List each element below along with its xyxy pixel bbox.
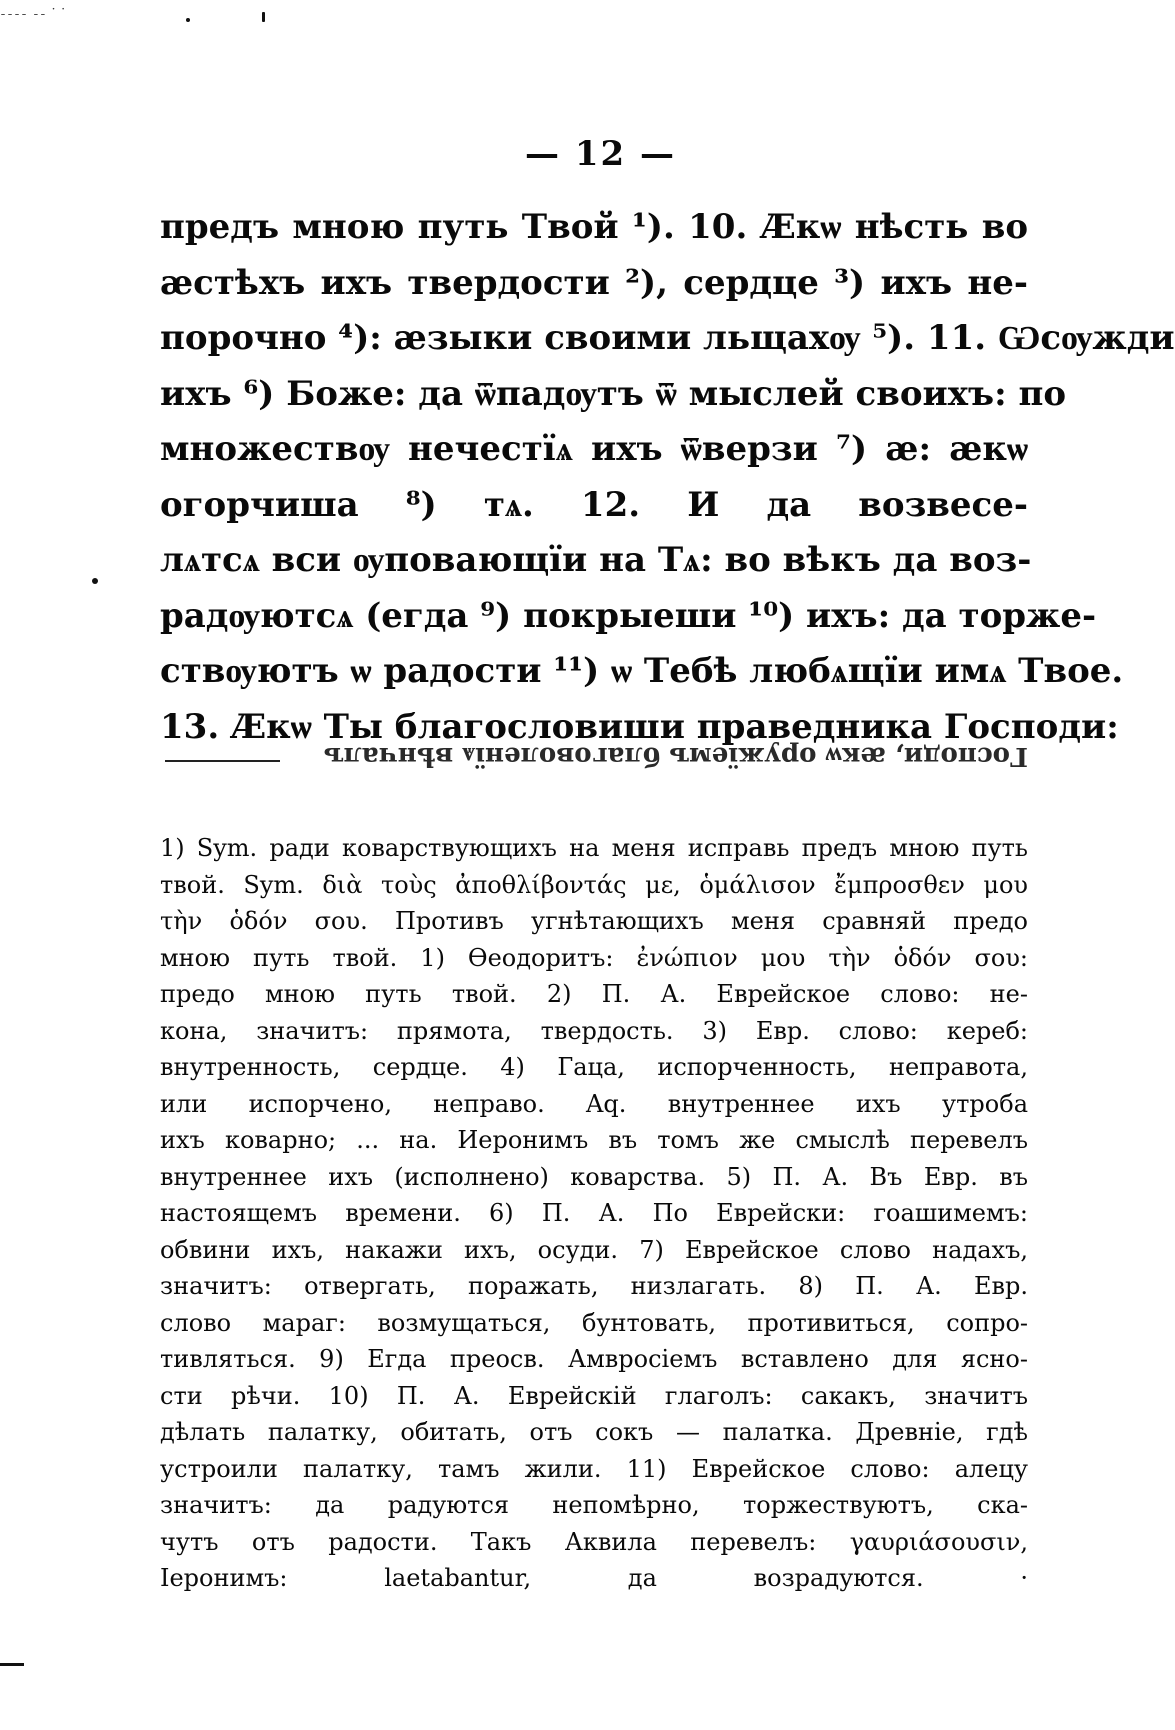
psalm-line: предъ мною путь Твой ¹). 10. Ӕкѡ нѣсть во bbox=[160, 207, 1028, 247]
footnote-line: мною путь твой. 1) Ѳеодоритъ: ἐνώπιον μου τὴν ὁδόν σου: bbox=[160, 943, 1028, 972]
psalm-line: ӕстѣхъ ихъ твердости ²), сердце ³) ихъ не- bbox=[160, 262, 1028, 303]
ink-speck bbox=[186, 18, 190, 22]
page-number: — 12 — bbox=[525, 134, 676, 174]
psalm-line: ихъ ⁶) Боже: да ѿпадѹтъ ѿ мыслей своихъ: по bbox=[160, 373, 1067, 414]
footnote-line: τὴν ὁδόν σου. Противъ угнѣтающихъ меня сравняй предо bbox=[160, 907, 1028, 935]
footnote-line: чутъ отъ радости. Такъ Аквила перевелъ: γαυριάσουσιν, bbox=[160, 1527, 1028, 1556]
psalm-line: множествѹ нечестїѧ ихъ ѿверзи ⁷) ӕ: ӕкѡ bbox=[160, 429, 1028, 469]
footnote-line: обвини ихъ, накажи ихъ, осуди. 7) Еврейское слово надахъ, bbox=[160, 1235, 1028, 1264]
footnote-line: твой. Sym. διὰ τοὺς ἀποθλίβοντάς με, ὁμάλισον ἔμπροσθεν μου bbox=[160, 870, 1028, 899]
psalm-line: 13. Ӕкѡ Ты благословиши праведника Господи: bbox=[160, 706, 1119, 747]
footnote-line: ихъ коварно; ... на. Иеронимъ въ томъ же смыслѣ перевелъ bbox=[160, 1126, 1028, 1154]
psalm-text-block bbox=[160, 200, 1175, 755]
footnote-line: значитъ: отвергать, поражать, низлагать. 8) П. А. Евр. bbox=[160, 1272, 1028, 1300]
bleed-through-text bbox=[160, 736, 1028, 776]
psalm-line: порочно ⁴): ӕзыки своими льщахѹ ⁵). 11. Ѡсѹжди bbox=[160, 318, 1175, 358]
footnotes-block bbox=[160, 830, 1028, 1597]
footnote-line: Іеронимъ: laetabantur, да возрадуются. · bbox=[160, 1564, 1028, 1592]
footnote-line: тивляться. 9) Егда преосв. Амвросіемъ вставлено для ясно- bbox=[160, 1345, 1028, 1373]
top-edge-fragment: ˍˍˍˍ ˍˍ · · bbox=[0, 2, 67, 16]
footnote-line: предо мною путь твой. 2) П. А. Еврейское слово: не- bbox=[160, 980, 1028, 1008]
margin-mark bbox=[0, 1663, 24, 1666]
footnote-line: внутреннее ихъ (исполнено) коварства. 5) П. А. Въ Евр. въ bbox=[160, 1162, 1028, 1191]
ink-speck bbox=[92, 578, 98, 584]
footnote-line: кона, значитъ: прямота, твердость. 3) Евр. слово: кереб: bbox=[160, 1016, 1028, 1045]
footnote-line: сти рѣчи. 10) П. А. Еврейскій глаголъ: сакакъ, значитъ bbox=[160, 1381, 1028, 1410]
footnote-line: устроили палатку, тамъ жили. 11) Еврейское слово: алецу bbox=[160, 1454, 1028, 1483]
psalm-line: ствѹютъ ѡ радости ¹¹) ѡ Тебѣ любѧщїи имѧ Твое. bbox=[160, 651, 1124, 691]
footnote-separator bbox=[165, 760, 280, 762]
psalm-line: радѹютсѧ (егда ⁹) покрыеши ¹⁰) ихъ: да торже- bbox=[160, 595, 1097, 636]
footnote-line: или испорчено, неправо. Aq. внутреннее ихъ утроба bbox=[160, 1089, 1028, 1118]
psalm-line: огорчиша ⁸) тѧ. 12. И да возвесе- bbox=[160, 484, 1028, 525]
footnote-line: слово мараг: возмущаться, бунтовать, противиться, сопро- bbox=[160, 1308, 1028, 1337]
footnote-line: дѣлать палатку, обитать, отъ сокъ — палатка. Древніе, гдѣ bbox=[160, 1418, 1028, 1446]
ink-speck bbox=[262, 12, 265, 22]
bleed-through-line: Господи, ӕкѡ оружїемъ благоволенїѧ вѣнчалъ bbox=[323, 741, 1028, 771]
footnote-line: внутренность, сердце. 4) Гаца, испорченность, неправота, bbox=[160, 1053, 1028, 1081]
footnote-line: настоящемъ времени. 6) П. А. По Еврейски: гоашимемъ: bbox=[160, 1199, 1028, 1227]
psalm-line: лѧтсѧ вси ѹповающїи на Тѧ: во вѣкъ да воз- bbox=[160, 540, 1032, 580]
footnote-line: 1) Sym. ради коварствующихъ на меня исправь предъ мною путь bbox=[160, 834, 1028, 862]
footnote-line: значитъ: да радуются непомѣрно, торжествуютъ, ска- bbox=[160, 1491, 1028, 1519]
